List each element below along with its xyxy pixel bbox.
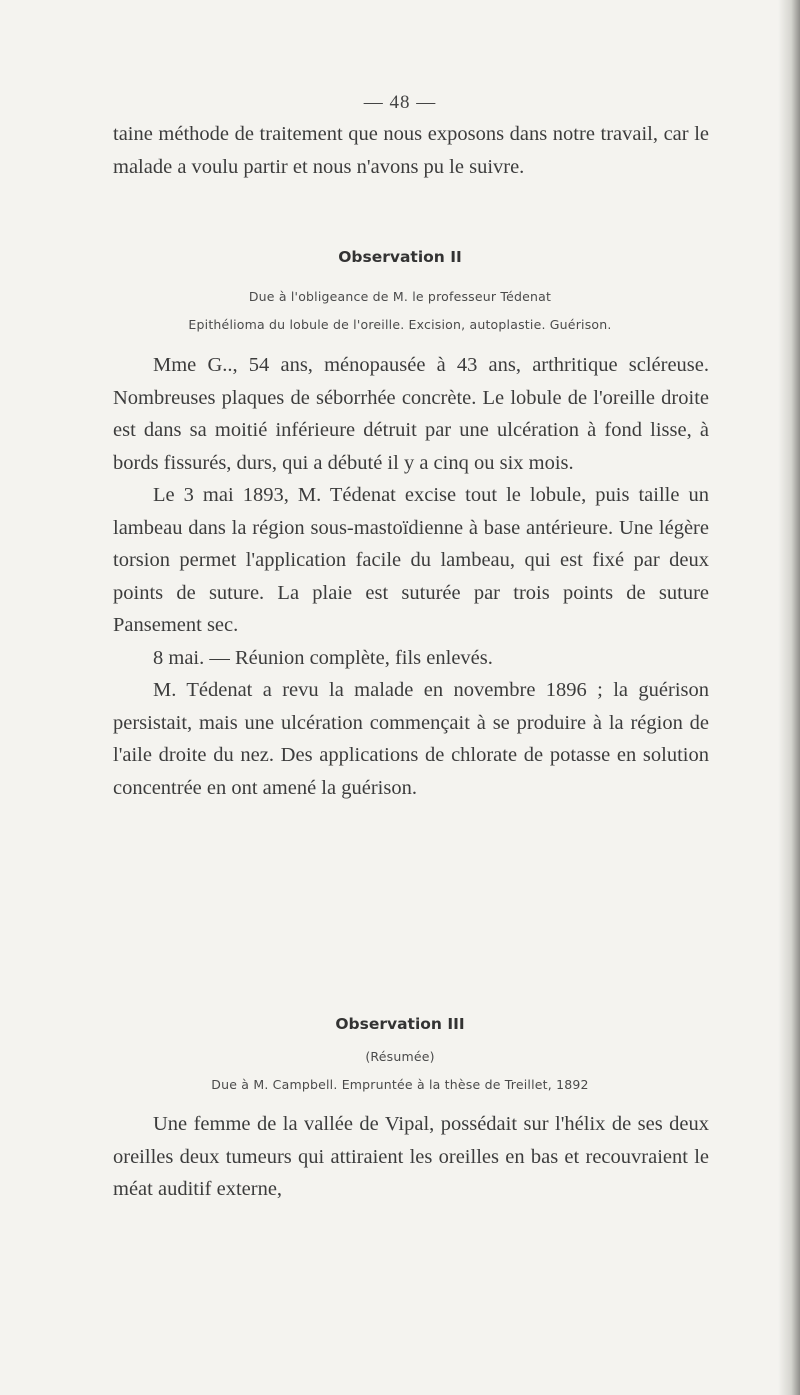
observation-2-credit: Due à l'obligeance de M. le professeur Tédenat: [248, 289, 552, 304]
observation-3-body: [113, 1108, 709, 1206]
observation-3-title: Observation III: [335, 1015, 465, 1033]
intro-paragraph: taine méthode de traitement que nous exposons dans notre travail, car le malade a voulu partir et nous n'avons pu le suivre.: [113, 123, 709, 178]
observation-2-paragraph: Mme G.., 54 ans, ménopausée à 43 ans, arthritique scléreuse. Nombreuses plaques de séborrhée concrète. Le lobule de l'oreille droite est dans sa moitié inférieure détruit par une ulcération à fond lisse, à bords fissurés, durs, qui a débuté il y a cinq ou six mois.: [113, 354, 709, 474]
observation-3-credit: Due à M. Campbell. Empruntée à la thèse de Treillet, 1892: [211, 1077, 589, 1092]
observation-3-subtitle: (Résumée): [365, 1049, 435, 1064]
observation-2-body: [113, 349, 709, 804]
page-edge-shadow: [778, 0, 800, 1395]
observation-2-paragraph: M. Tédenat a revu la malade en novembre 1896 ; la guérison persistait, mais une ulcération commençait à se produire à la région de l'aile droite du nez. Des applications de chlorate de potasse en solution concentrée en ont amené la guérison.: [113, 679, 709, 799]
intro-paragraph-block: [113, 118, 709, 183]
observation-2-summary: Epithélioma du lobule de l'oreille. Excision, autoplastie. Guérison.: [188, 317, 612, 332]
page-number: — 48 —: [363, 92, 437, 113]
observation-2-title: Observation II: [338, 248, 462, 266]
observation-2-paragraph: Le 3 mai 1893, M. Tédenat excise tout le lobule, puis taille un lambeau dans la région sous-mastoïdienne à base antérieure. Une légère torsion permet l'application facile du lambeau, qui est fixé par deux points de suture. La plaie est suturée par trois points de suture Pansement sec.: [113, 484, 709, 636]
observation-3-paragraph: Une femme de la vallée de Vipal, possédait sur l'hélix de ses deux oreilles deux tumeurs qui attiraient les oreilles en bas et recouvraient le méat auditif externe,: [113, 1113, 709, 1200]
observation-2-paragraph: 8 mai. — Réunion complète, fils enlevés.: [153, 646, 493, 669]
